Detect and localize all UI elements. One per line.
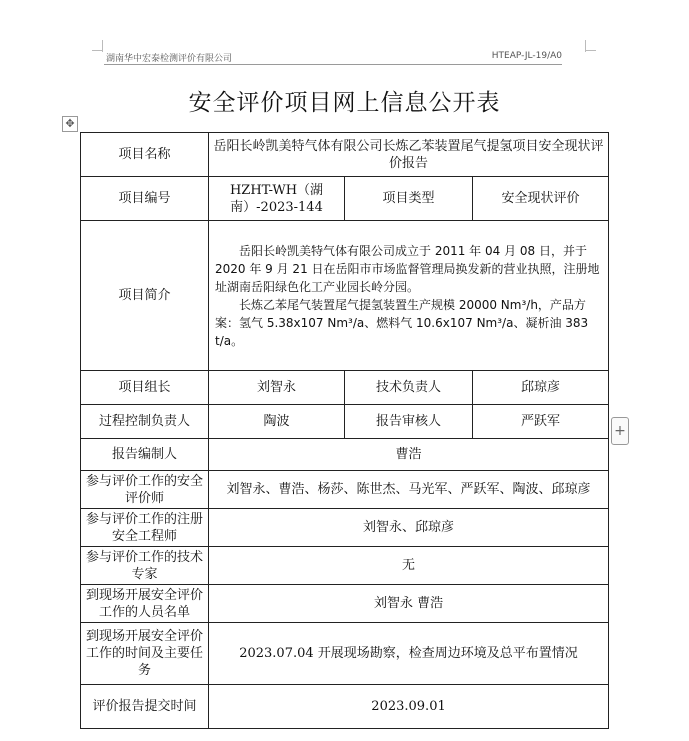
cell-label: 参与评价工作的技术专家 <box>81 547 209 585</box>
cell-label: 项目简介 <box>81 221 209 371</box>
project-name-value: 岳阳长岭凯美特气体有限公司长炼乙苯装置尾气提氢项目安全现状评价报告 <box>209 133 609 177</box>
cell-label: 到现场开展安全评价工作的时间及主要任务 <box>81 623 209 685</box>
table-row <box>81 685 609 729</box>
reviewer-value: 严跃军 <box>473 405 609 439</box>
table-row <box>81 371 609 405</box>
page-title: 安全评价项目网上信息公开表 <box>188 90 501 116</box>
report-author-value: 曹浩 <box>209 439 609 471</box>
table-row <box>81 439 609 471</box>
intro-paragraph: 长炼乙苯尾气装置尾气提氢装置生产规模 20000 Nm³/h，产品方案：氢气 5.38x107 Nm³/a、燃料气 10.6x107 Nm³/a、凝析油 383 t/a。 <box>215 297 589 348</box>
cell-label: 过程控制负责人 <box>81 405 209 439</box>
cell-label: 报告审核人 <box>345 405 473 439</box>
crop-mark-top-right <box>585 50 596 51</box>
cell-label: 项目类型 <box>345 177 473 221</box>
crop-mark-top-left <box>92 50 103 51</box>
tech-experts-value: 无 <box>209 547 609 585</box>
tech-lead-value: 邱琼彦 <box>473 371 609 405</box>
cell-label: 报告编制人 <box>81 439 209 471</box>
safety-evaluators-value: 刘智永、曹浩、杨莎、陈世杰、马光军、严跃军、陶波、邱琼彦 <box>209 471 609 509</box>
submission-time-value: 2023.09.01 <box>209 685 609 729</box>
info-table <box>80 132 609 729</box>
table-row <box>81 547 609 585</box>
cell-label: 项目编号 <box>81 177 209 221</box>
header-company: 湖南华中宏泰检测评价有限公司 <box>106 54 233 64</box>
onsite-time-value: 2023.07.04 开展现场勘察，检查周边环境及总平布置情况 <box>209 623 609 685</box>
project-number-value: HZHT-WH（湖南）-2023-144 <box>209 177 345 221</box>
project-intro-value <box>209 221 609 371</box>
table-move-handle-icon[interactable]: ✥ <box>62 116 78 132</box>
table-row <box>81 471 609 509</box>
table-row <box>81 623 609 685</box>
table-row <box>81 133 609 177</box>
cell-label: 参与评价工作的注册安全工程师 <box>81 509 209 547</box>
add-row-button[interactable]: + <box>611 417 629 445</box>
cell-label: 项目名称 <box>81 133 209 177</box>
table-row <box>81 509 609 547</box>
onsite-personnel-value: 刘智永 曹浩 <box>209 585 609 623</box>
process-control-value: 陶波 <box>209 405 345 439</box>
registered-engineers-value: 刘智永、邱琼彦 <box>209 509 609 547</box>
cell-label: 评价报告提交时间 <box>81 685 209 729</box>
table-row <box>81 221 609 371</box>
header-doc-code: HTEAP-JL-19/A0 <box>491 51 562 61</box>
cell-label: 参与评价工作的安全评价师 <box>81 471 209 509</box>
table-row <box>81 405 609 439</box>
cell-label: 到现场开展安全评价工作的人员名单 <box>81 585 209 623</box>
table-row <box>81 585 609 623</box>
header-divider <box>104 64 562 65</box>
intro-paragraph: 岳阳长岭凯美特气体有限公司成立于 2011 年 04 月 08 日，并于 2020 年 9 月 21 日在岳阳市市场监督管理局换发新的营业执照，注册地址湖南岳阳绿色化工产业园长岭分园。 <box>215 243 600 294</box>
cell-label: 项目组长 <box>81 371 209 405</box>
cell-label: 技术负责人 <box>345 371 473 405</box>
table-row <box>81 177 609 221</box>
project-type-value: 安全现状评价 <box>473 177 609 221</box>
team-leader-value: 刘智永 <box>209 371 345 405</box>
